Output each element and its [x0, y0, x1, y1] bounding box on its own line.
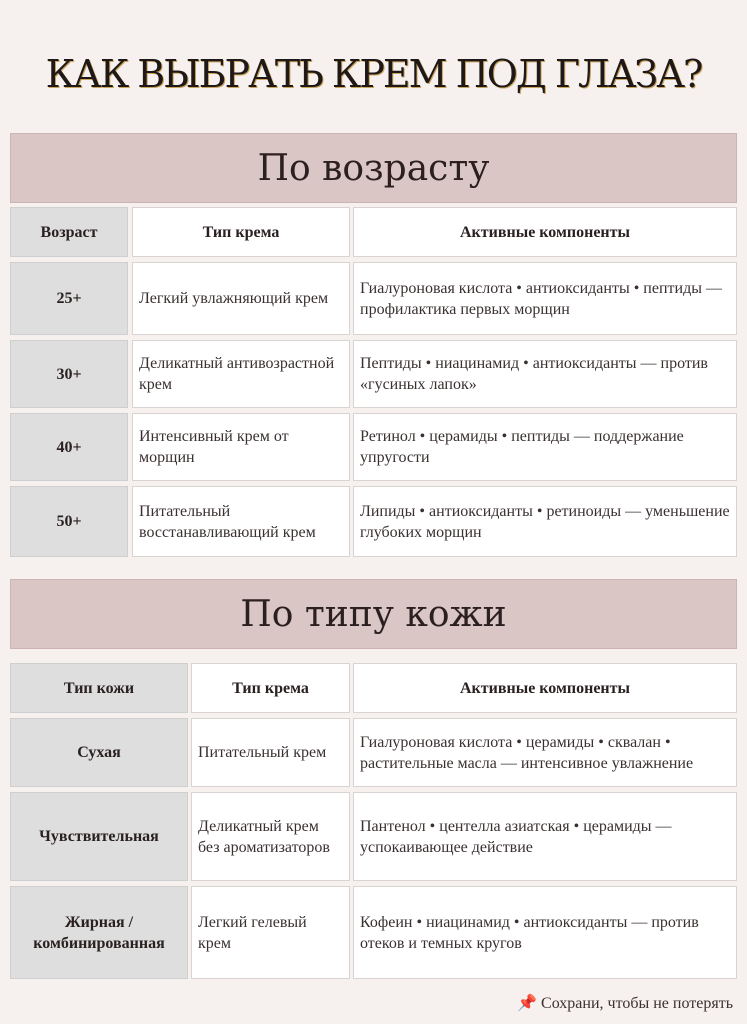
cream-type-column-header: Тип крема [132, 207, 350, 257]
save-reminder [517, 993, 733, 1013]
actives-column-header: Активные компоненты [353, 207, 737, 257]
age-cell: 50+ [10, 486, 128, 557]
cream-type-cell: Легкий увлажняющий крем [132, 262, 350, 335]
age-cell: 30+ [10, 340, 128, 408]
skin-type-cell: Жирная / комбинированная [10, 886, 188, 979]
skin-type-column-header: Тип кожи [10, 663, 188, 713]
cream-type-cell: Питательный крем [191, 718, 350, 787]
actives-column-header: Активные компоненты [353, 663, 737, 713]
age-cell: 40+ [10, 413, 128, 481]
actives-cell: Липиды • антиоксиданты • ретиноиды — уменьшение глубоких морщин [353, 486, 737, 557]
page-title: КАК ВЫБРАТЬ КРЕМ ПОД ГЛАЗА? [45, 52, 702, 96]
actives-cell: Ретинол • церамиды • пептиды — поддержание упругости [353, 413, 737, 481]
age-cell: 25+ [10, 262, 128, 335]
cream-type-cell: Питательный восстанавливающий крем [132, 486, 350, 557]
cream-type-cell: Деликатный антивозрастной крем [132, 340, 350, 408]
save-reminder-text: Сохрани, чтобы не потерять [541, 995, 733, 1012]
pushpin-icon: 📌 [517, 995, 538, 1012]
section-heading-skin: По типу кожи [10, 579, 737, 649]
age-column-header: Возраст [10, 207, 128, 257]
section-heading-age: По возрасту [10, 133, 737, 203]
cream-type-column-header: Тип крема [191, 663, 350, 713]
cream-type-cell: Интенсивный крем от морщин [132, 413, 350, 481]
actives-cell: Пептиды • ниацинамид • антиоксиданты — против «гусиных лапок» [353, 340, 737, 408]
cream-type-cell: Легкий гелевый крем [191, 886, 350, 979]
cream-type-cell: Деликатный крем без ароматизаторов [191, 792, 350, 881]
skin-type-cell: Сухая [10, 718, 188, 787]
skin-type-cell: Чувствительная [10, 792, 188, 881]
actives-cell: Пантенол • центелла азиатская • церамиды — успокаивающее действие [353, 792, 737, 881]
actives-cell: Гиалуроновая кислота • церамиды • сквалан • растительные масла — интенсивное увлажнение [353, 718, 737, 787]
actives-cell: Кофеин • ниацинамид • антиоксиданты — против отеков и темных кругов [353, 886, 737, 979]
actives-cell: Гиалуроновая кислота • антиоксиданты • пептиды — профилактика первых морщин [353, 262, 737, 335]
